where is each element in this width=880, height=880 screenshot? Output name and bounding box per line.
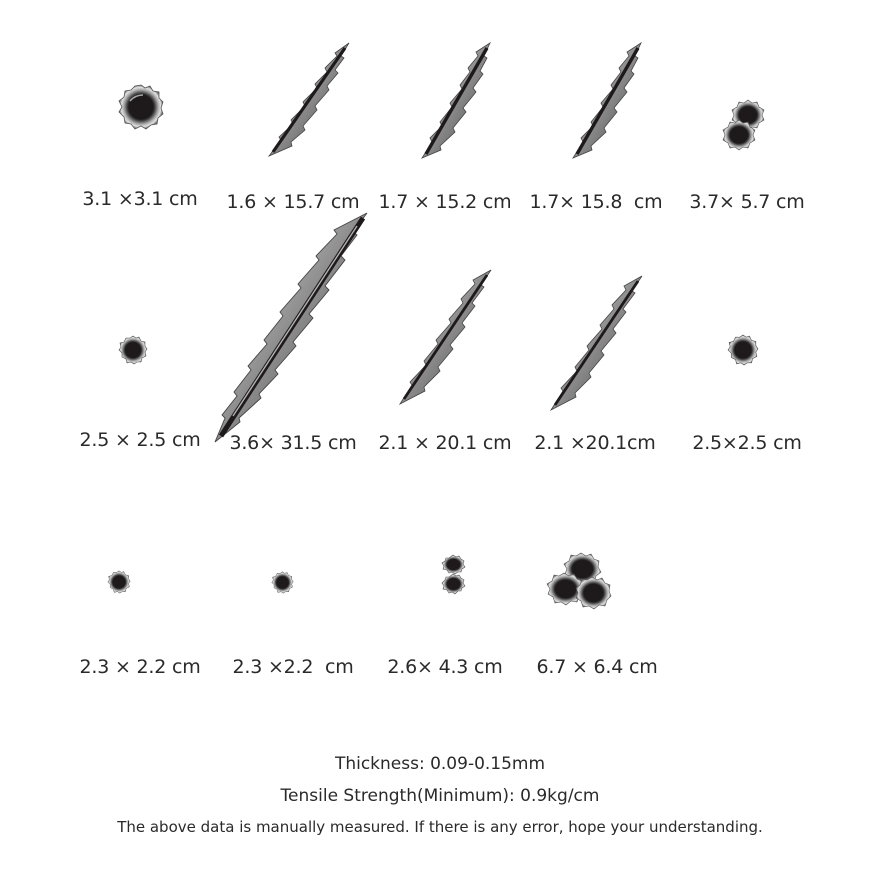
bullet-hole-icon xyxy=(118,335,148,365)
scratch-icon xyxy=(569,40,645,162)
scratch-icon xyxy=(396,267,494,407)
sticker-size-label: 2.1 × 20.1 cm xyxy=(378,432,512,454)
sticker-size-label: 3.1 ×3.1 cm xyxy=(82,188,198,210)
sticker-size-label: 1.6 × 15.7 cm xyxy=(226,191,360,213)
sticker-size-label: 1.7 × 15.2 cm xyxy=(378,191,512,213)
tensile-strength-note: Tensile Strength(Minimum): 0.9kg/cm xyxy=(280,786,600,806)
disclaimer-note: The above data is manually measured. If there is any error, hope your understanding. xyxy=(117,818,763,836)
double-bullet-hole-icon xyxy=(440,554,466,596)
bullet-hole-icon xyxy=(107,570,131,594)
bullet-hole-icon xyxy=(727,334,759,366)
sticker-size-label: 2.3 ×2.2 cm xyxy=(232,656,354,678)
sticker-size-label: 2.5×2.5 cm xyxy=(692,432,802,454)
sticker-size-label: 2.6× 4.3 cm xyxy=(387,656,503,678)
sticker-size-label: 3.7× 5.7 cm xyxy=(689,191,805,213)
sticker-size-label: 2.1 ×20.1cm xyxy=(534,432,656,454)
bullet-hole-icon xyxy=(117,83,165,131)
bullet-hole-icon xyxy=(271,571,294,594)
sticker-size-label: 6.7 × 6.4 cm xyxy=(536,656,658,678)
large-scratch-icon xyxy=(211,210,371,446)
sticker-size-label: 1.7× 15.8 cm xyxy=(529,191,663,213)
sticker-size-label: 3.6× 31.5 cm xyxy=(229,432,357,454)
sticker-size-label: 2.3 × 2.2 cm xyxy=(79,656,201,678)
triple-bullet-hole-icon xyxy=(546,551,612,613)
scratch-icon xyxy=(418,40,494,162)
sticker-size-label: 2.5 × 2.5 cm xyxy=(79,429,201,451)
thickness-note: Thickness: 0.09-0.15mm xyxy=(334,754,546,774)
scratch-icon xyxy=(265,40,353,160)
double-bullet-hole-icon xyxy=(722,98,766,152)
scratch-icon xyxy=(547,273,645,413)
